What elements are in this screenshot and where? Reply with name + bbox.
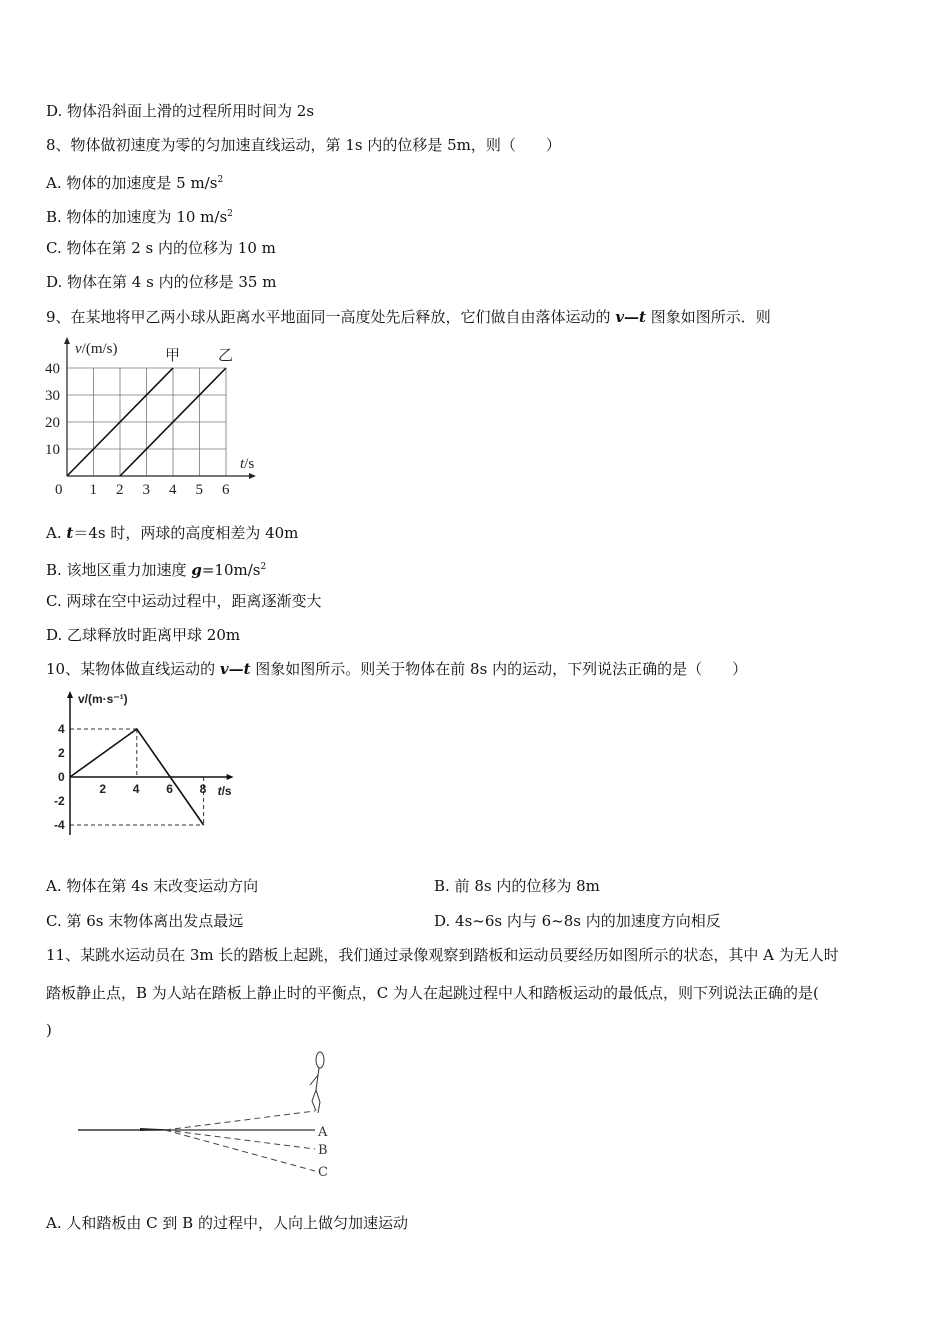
x-tick-label: 2 [99, 782, 107, 796]
q10-option-a: A. 物体在第 4s 末改变运动方向 [46, 877, 259, 895]
board-position-b [165, 1130, 315, 1149]
label-a: A [318, 1125, 328, 1140]
q9-option-b: B. 该地区重力加速度 $g=10m/s^2$ [46, 561, 267, 579]
q9-option-a: A. t＝4s 时，两球的高度相差为 40m [46, 524, 299, 542]
y-tick-label: 4 [58, 722, 65, 736]
series-label-jia: 甲 [165, 348, 181, 364]
board-position-c [165, 1130, 315, 1171]
x-tick-label: 5 [195, 482, 203, 498]
x-tick-label: 0 [55, 482, 63, 498]
q8-option-d: D. 物体在第 4 s 内的位移是 35 m [46, 273, 277, 291]
y-tick-label: 30 [45, 388, 60, 404]
x-tick-label: 8 [199, 782, 207, 796]
q11-stem-line2: 踏板静止点，B 为人站在踏板上静止时的平衡点，C 为人在起跳过程中人和踏板运动的最低点，则下列说法正确的是( [46, 984, 819, 1002]
y-axis-arrow [67, 691, 73, 698]
x-axis-arrow [227, 774, 234, 780]
q8-stem: 8、物体做初速度为零的匀加速直线运动，第 1s 内的位移是 5m，则（ ） [46, 136, 561, 154]
q8-option-c: C. 物体在第 2 s 内的位移为 10 m [46, 239, 276, 257]
x-tick-label: 4 [132, 782, 140, 796]
x-tick-label: 1 [89, 482, 97, 498]
y-axis-label: v/(m·s⁻¹) [78, 692, 128, 706]
y-tick-label: 2 [58, 746, 65, 760]
x-tick-label: 6 [222, 482, 230, 498]
springboard-diagram [70, 1045, 340, 1185]
x-axis-arrow [249, 473, 256, 479]
y-tick-label: 40 [45, 361, 60, 377]
q8-option-b: B. 物体的加速度为 10 $m/s^2$ [46, 208, 233, 226]
q9-option-d: D. 乙球释放时距离甲球 20m [46, 626, 241, 644]
series-label-yi: 乙 [218, 348, 234, 364]
y-tick-label: 10 [45, 442, 60, 458]
q10-option-b: B. 前 8s 内的位移为 8m [434, 877, 600, 895]
y-tick-label: -4 [54, 818, 65, 832]
y-axis-arrow [64, 337, 70, 344]
diver-figure [310, 1052, 324, 1113]
y-tick-label: 0 [58, 770, 65, 784]
q10-stem: 10、某物体做直线运动的 v—t 图象如图所示。则关于物体在前 8s 内的运动，下列说法正确的是（ ） [46, 660, 748, 678]
x-tick-label: 2 [116, 482, 124, 498]
y-axis-label: v/(m/s) [75, 341, 118, 357]
board-position-raised [165, 1111, 315, 1130]
q9-option-c: C. 两球在空中运动过程中，距离逐渐变大 [46, 592, 322, 610]
x-tick-label: 6 [166, 782, 173, 796]
q11-stem-line3: ) [46, 1021, 52, 1039]
q11-option-a: A. 人和踏板由 C 到 B 的过程中，人向上做匀加速运动 [46, 1214, 408, 1232]
q10-option-c: C. 第 6s 末物体离出发点最远 [46, 912, 244, 930]
x-tick-label: 4 [169, 482, 177, 498]
q9-vt-chart [40, 335, 270, 500]
q8-option-a: A. 物体的加速度是 5 $m/s^2$ [46, 174, 224, 192]
label-b: B [318, 1143, 328, 1158]
q9-stem: 9、在某地将甲乙两小球从距离水平地面同一高度处先后释放，它们做自由落体运动的 v—t 图象如图所示．则 [46, 308, 771, 326]
q10-option-d: D. 4s~6s 内与 6~8s 内的加速度方向相反 [434, 912, 721, 930]
x-axis-label: t/s [217, 784, 232, 798]
q10-vt-chart [40, 685, 250, 850]
q11-stem-line1: 11、某跳水运动员在 3m 长的踏板上起跳，我们通过录像观察到踏板和运动员要经历如图所示的状态，其中 A 为无人时 [46, 946, 839, 964]
q7-option-d: D. 物体沿斜面上滑的过程所用时间为 2s [46, 102, 315, 120]
x-tick-label: 3 [142, 482, 150, 498]
label-c: C [318, 1165, 328, 1180]
y-tick-label: 20 [45, 415, 60, 431]
y-tick-label: -2 [54, 794, 65, 808]
x-axis-label: t/s [240, 456, 255, 472]
